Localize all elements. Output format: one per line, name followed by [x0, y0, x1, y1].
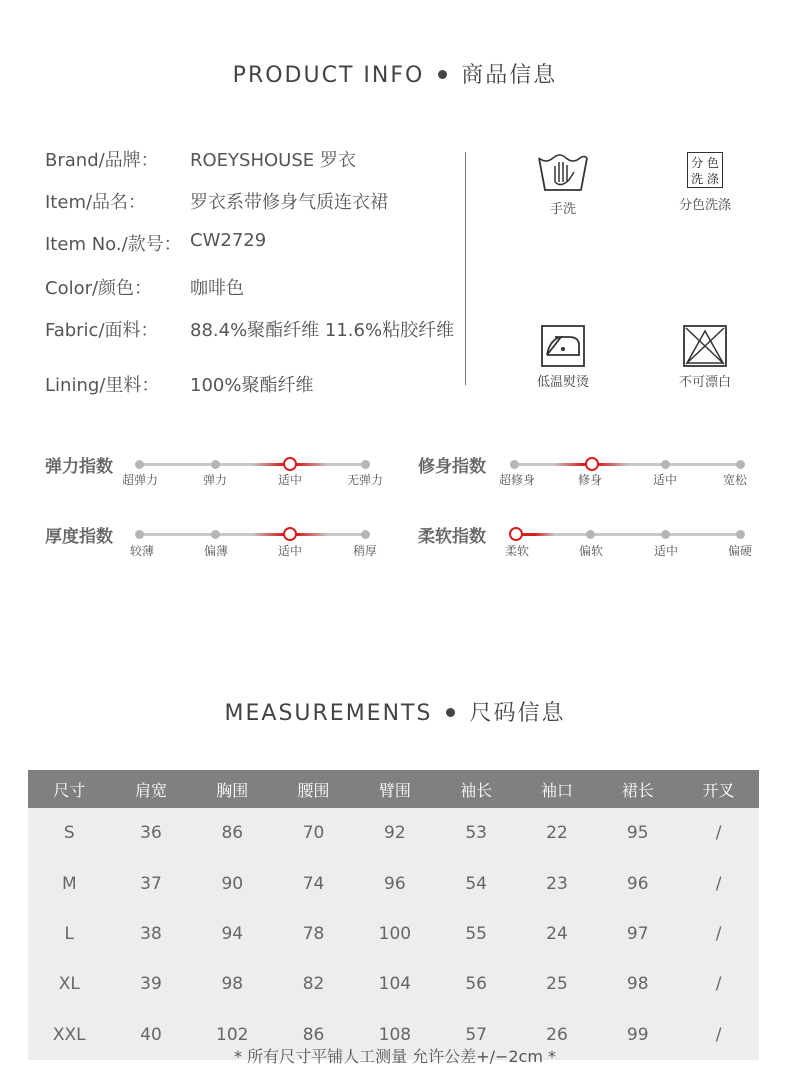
header-size: 尺寸 [28, 770, 111, 808]
brand-value: ROEYSHOUSE 罗衣 [190, 150, 356, 171]
lining-label: Lining/里料： [45, 375, 160, 396]
softness-stop-0-selected [509, 527, 523, 541]
fit-stop-1-selected [585, 457, 599, 471]
elasticity-option-2: 适中 [277, 473, 303, 487]
separate-wash-icon-line1: 分 色 [691, 156, 719, 170]
cell: 97 [597, 909, 678, 959]
measurements-title-zh: 尺码信息 [469, 701, 566, 726]
cell: 54 [436, 858, 517, 908]
color-label: Color/颜色： [45, 278, 153, 299]
low-temperature-iron-icon [541, 325, 585, 367]
fabric-value: 88.4%聚酯纤维 11.6%粘胶纤维 [190, 320, 455, 341]
thickness-stop-1 [211, 530, 220, 539]
softness-stop-3 [736, 530, 745, 539]
elasticity-stop-0 [135, 460, 144, 469]
cell: 96 [597, 858, 678, 908]
softness-stop-2 [661, 530, 670, 539]
care-low-iron [518, 325, 608, 390]
brand-label: Brand/品牌： [45, 150, 159, 171]
fit-option-1: 修身 [577, 473, 603, 487]
thickness-option-3: 稍厚 [352, 544, 378, 558]
cell: 74 [273, 858, 354, 908]
cell: 86 [191, 808, 273, 858]
care-separate-wash-label: 分色洗涤 [678, 198, 731, 213]
thickness-track [140, 533, 365, 536]
cell: / [678, 909, 759, 959]
cell: 95 [597, 808, 678, 858]
cell: / [678, 858, 759, 908]
thickness-index-title: 厚度指数 [45, 527, 113, 547]
product-info-title [0, 58, 790, 89]
softness-index-title: 柔软指数 [418, 527, 486, 547]
table-row [28, 808, 759, 858]
title-dot [446, 708, 455, 717]
cell: / [678, 1010, 759, 1060]
cell: S [28, 808, 111, 858]
table-row [28, 909, 759, 959]
hand-wash-icon [536, 152, 590, 194]
fit-stop-2 [661, 460, 670, 469]
fit-index-title: 修身指数 [418, 457, 486, 477]
cell: XL [28, 959, 111, 1009]
cell: 94 [191, 909, 273, 959]
cell: L [28, 909, 111, 959]
header-bust: 胸围 [191, 770, 273, 808]
elasticity-option-3: 无弹力 [346, 473, 384, 487]
header-cuff: 袖口 [517, 770, 598, 808]
elasticity-index-title: 弹力指数 [45, 457, 113, 477]
separate-wash-icon-line2: 洗 涤 [691, 172, 719, 186]
measurement-note: * 所有尺寸平铺人工测量 允许公差+/−2cm * [233, 1047, 557, 1066]
cell: 57 [436, 1010, 517, 1060]
thickness-stop-0 [135, 530, 144, 539]
care-hand-wash-label: 手洗 [549, 202, 576, 217]
fit-track [515, 463, 740, 466]
cell: / [678, 959, 759, 1009]
elasticity-option-0: 超弹力 [121, 473, 159, 487]
cell: 96 [354, 858, 436, 908]
softness-track [515, 533, 740, 536]
cell: 38 [111, 909, 192, 959]
cell: 26 [517, 1010, 598, 1060]
elasticity-option-1: 弹力 [202, 473, 228, 487]
cell: 102 [191, 1010, 273, 1060]
cell: 22 [517, 808, 598, 858]
elasticity-track [140, 463, 365, 466]
cell: 98 [191, 959, 273, 1009]
fabric-label: Fabric/面料： [45, 320, 159, 341]
measurements-title-en: MEASUREMENTS [224, 701, 433, 726]
item-no-label: Item No./款号： [45, 234, 182, 255]
item-label: Item/品名： [45, 192, 147, 213]
info-divider [465, 152, 466, 385]
size-table-header [28, 770, 759, 808]
cell: 90 [191, 858, 273, 908]
fit-option-2: 适中 [652, 473, 678, 487]
softness-option-3: 偏硬 [727, 544, 753, 558]
cell: 70 [273, 808, 354, 858]
table-row [28, 959, 759, 1009]
table-row [28, 858, 759, 908]
header-waist: 腰围 [273, 770, 354, 808]
cell: 86 [273, 1010, 354, 1060]
softness-option-1: 偏软 [578, 544, 604, 558]
care-hand-wash [518, 152, 608, 217]
item-value: 罗衣系带修身气质连衣裙 [190, 192, 388, 213]
separate-wash-icon [687, 152, 723, 188]
fit-option-0: 超修身 [498, 473, 536, 487]
header-sleeve-length: 袖长 [436, 770, 517, 808]
cell: 25 [517, 959, 598, 1009]
care-separate-wash [660, 152, 750, 213]
cell: 24 [517, 909, 598, 959]
care-no-bleach [660, 325, 750, 390]
cell: 39 [111, 959, 192, 1009]
cell: 108 [354, 1010, 436, 1060]
cell: 40 [111, 1010, 192, 1060]
thickness-option-1: 偏薄 [203, 544, 229, 558]
product-info-title-en: PRODUCT INFO [232, 63, 425, 88]
elasticity-stop-2-selected [283, 457, 297, 471]
thickness-option-2: 适中 [277, 544, 303, 558]
cell: 55 [436, 909, 517, 959]
cell: 98 [597, 959, 678, 1009]
softness-option-2: 适中 [653, 544, 679, 558]
cell: / [678, 808, 759, 858]
care-no-bleach-label: 不可漂白 [678, 375, 731, 390]
softness-option-0: 柔软 [504, 544, 530, 558]
fit-stop-0 [510, 460, 519, 469]
thickness-stop-3 [361, 530, 370, 539]
thickness-stop-2-selected [283, 527, 297, 541]
elasticity-stop-1 [211, 460, 220, 469]
fit-option-3: 宽松 [722, 473, 748, 487]
size-table [28, 770, 759, 1060]
softness-stop-1 [586, 530, 595, 539]
cell: 92 [354, 808, 436, 858]
cell: 23 [517, 858, 598, 908]
lining-value: 100%聚酯纤维 [190, 375, 314, 396]
header-skirt-length: 裙长 [597, 770, 678, 808]
product-info-title-zh: 商品信息 [461, 63, 558, 88]
fit-stop-3 [736, 460, 745, 469]
header-slit: 开叉 [678, 770, 759, 808]
header-arm: 臂围 [354, 770, 436, 808]
header-shoulder: 肩宽 [111, 770, 192, 808]
cell: XXL [28, 1010, 111, 1060]
cell: 82 [273, 959, 354, 1009]
elasticity-stop-3 [361, 460, 370, 469]
cell: 37 [111, 858, 192, 908]
no-bleach-icon [683, 325, 727, 367]
care-low-iron-label: 低温熨烫 [536, 375, 589, 390]
title-dot [438, 70, 447, 79]
color-value: 咖啡色 [190, 278, 244, 299]
cell: 56 [436, 959, 517, 1009]
cell: 99 [597, 1010, 678, 1060]
cell: 53 [436, 808, 517, 858]
cell: M [28, 858, 111, 908]
cell: 104 [354, 959, 436, 1009]
cell: 100 [354, 909, 436, 959]
measurements-title [0, 696, 790, 727]
thickness-option-0: 较薄 [129, 544, 155, 558]
item-no-value: CW2729 [190, 230, 267, 251]
cell: 36 [111, 808, 192, 858]
cell: 78 [273, 909, 354, 959]
